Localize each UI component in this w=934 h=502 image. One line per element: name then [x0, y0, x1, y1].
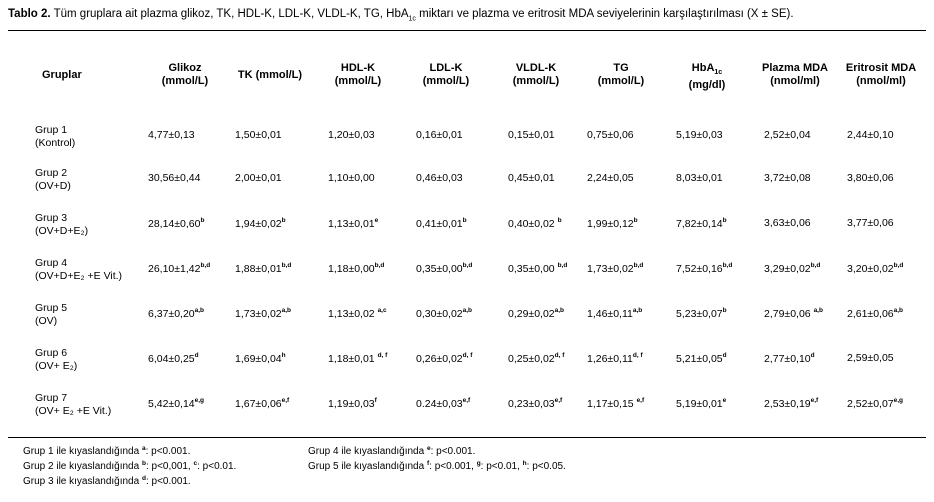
- table-cell: [148, 397, 204, 410]
- cell-value: 1,18±0,00: [328, 263, 375, 275]
- footnote-line: [308, 445, 475, 457]
- header-ldl-unit: (mmol/L): [422, 75, 470, 87]
- cell-value: 2,44±0,10: [847, 129, 894, 141]
- group-name: Grup 4: [35, 257, 68, 269]
- footnote-text: : p<0.001.: [430, 446, 476, 457]
- group-description: (OV+D+E₂ +E Vit.): [35, 270, 123, 282]
- cell-value: 1,69±0,04: [235, 353, 282, 365]
- significance-mark: b,d: [200, 262, 211, 269]
- table-cell: [328, 352, 387, 365]
- significance-mark: h: [281, 352, 286, 359]
- header-plazma-mda-unit: (nmol/ml): [770, 75, 820, 87]
- significance-mark: f: [374, 397, 377, 404]
- cell-value: 6,04±0,25: [148, 353, 195, 365]
- table-cell: [148, 352, 199, 365]
- significance-mark: b: [722, 217, 727, 224]
- table-cell: [328, 217, 378, 230]
- cell-value: 1,46±0,11: [587, 308, 633, 320]
- significance-mark: a,b: [893, 307, 904, 314]
- significance-mark: e,g: [893, 397, 904, 404]
- cell-value: 26,10±1,42: [148, 263, 201, 275]
- table-cell: [416, 307, 472, 320]
- cell-value: 0,35±0,00: [508, 263, 558, 275]
- group-name: Grup 6: [35, 347, 68, 359]
- cell-value: 2,52±0,04: [764, 129, 811, 141]
- significance-mark: b: [281, 217, 286, 224]
- cell-value: 0,40±0,02: [508, 218, 558, 230]
- table-cell: [508, 397, 562, 410]
- cell-value: 0,45±0,01: [508, 172, 555, 184]
- table-cell: [148, 262, 210, 275]
- group-label: [35, 124, 75, 150]
- table-cell: [676, 217, 727, 230]
- significance-mark: b: [462, 217, 467, 224]
- footnote-text: : p<0.001.: [145, 476, 191, 487]
- cell-value: 1,73±0,02: [235, 308, 282, 320]
- significance-mark: b,d: [374, 262, 385, 269]
- table-cell: [587, 217, 638, 230]
- table-cell: [587, 397, 644, 410]
- cell-value: 5,19±0,03: [676, 129, 723, 141]
- group-description: (Kontrol): [35, 137, 76, 149]
- significance-mark: e,f: [554, 397, 563, 404]
- table-cell: [235, 129, 282, 141]
- cell-value: 0,35±0,00: [416, 263, 463, 275]
- cell-value: 1,99±0,12: [587, 218, 634, 230]
- table-cell: [847, 352, 894, 364]
- cell-value: 5,21±0,05: [676, 353, 723, 365]
- significance-mark: e,f: [281, 397, 290, 404]
- significance-mark: b,d: [557, 262, 568, 269]
- header-glikoz-unit: (mmol/L): [161, 75, 209, 87]
- table-cell: [508, 262, 567, 275]
- significance-mark: a,b: [281, 307, 292, 314]
- significance-mark: a,b: [632, 307, 643, 314]
- significance-mark: e,g: [194, 397, 205, 404]
- header-vldl: [496, 62, 576, 88]
- caption-text-post: miktarı ve plazma ve eritrosit MDA seviyelerinin karşılaştırılması (X ± SE).: [415, 8, 794, 20]
- significance-mark: e: [374, 217, 379, 224]
- cell-value: 3,63±0,06: [764, 217, 811, 229]
- table-cell: [676, 307, 727, 320]
- cell-value: 1,94±0,02: [235, 218, 282, 230]
- table-cell: [148, 129, 195, 141]
- group-label: [35, 167, 71, 193]
- footnote-text: Grup 3 ile kıyaslandığında: [23, 476, 142, 487]
- cell-value: 8,03±0,01: [676, 172, 723, 184]
- cell-value: 1,88±0,01: [235, 263, 282, 275]
- significance-mark: a,c: [377, 307, 387, 314]
- table-cell: [847, 129, 894, 141]
- cell-value: 1,10±0,00: [328, 172, 375, 184]
- header-plazma-mda: [752, 62, 838, 88]
- significance-mark: b: [200, 217, 205, 224]
- group-description: (OV+D+E₂): [35, 225, 89, 237]
- group-label: [35, 302, 67, 328]
- cell-value: 0,29±0,02: [508, 308, 555, 320]
- table-cell: [416, 217, 467, 230]
- group-name: Grup 5: [35, 302, 68, 314]
- table-cell: [764, 172, 811, 184]
- footnote-text: : p<0.01.: [197, 461, 237, 472]
- table-cell: [328, 262, 384, 275]
- table-cell: [416, 129, 463, 141]
- header-tg-title: TG: [613, 62, 629, 74]
- cell-value: 28,14±0,60: [148, 218, 201, 230]
- footnote-text: Grup 4 ile kıyaslandığında: [308, 446, 427, 457]
- cell-value: 0,75±0,06: [587, 129, 634, 141]
- footnote-line: [308, 460, 566, 472]
- table-cell: [508, 172, 555, 184]
- footnote-text: : p<0.05.: [526, 461, 566, 472]
- cell-value: 3,29±0,02: [764, 263, 811, 275]
- table-cell: [847, 172, 894, 184]
- footnote-mark: e: [426, 445, 431, 452]
- table-cell: [148, 172, 200, 184]
- table-cell: [847, 307, 903, 320]
- group-name: Grup 2: [35, 167, 68, 179]
- group-label: [35, 212, 88, 238]
- footnote-mark: c: [193, 460, 198, 467]
- footnote-mark: a: [141, 445, 146, 452]
- header-hba1c-unit: (mg/dl): [688, 79, 726, 92]
- group-label: [35, 257, 122, 283]
- header-hba1c-main: HbA: [691, 62, 715, 74]
- significance-mark: a,b: [554, 307, 565, 314]
- footnote-mark: h: [522, 460, 527, 467]
- table-cell: [764, 217, 811, 229]
- header-eritrosit-mda: [836, 62, 926, 88]
- table-bottom-rule: [8, 437, 926, 438]
- table-cell: [416, 262, 472, 275]
- cell-value: 0,26±0,02: [416, 353, 463, 365]
- footnote-line: [23, 445, 190, 457]
- table-cell: [148, 217, 204, 230]
- cell-value: 7,82±0,14: [676, 218, 723, 230]
- cell-value: 2,24±0,05: [587, 172, 634, 184]
- significance-mark: b: [722, 307, 727, 314]
- table-cell: [847, 262, 903, 275]
- cell-value: 1,13±0,02: [328, 308, 378, 320]
- group-description: (OV): [35, 315, 58, 327]
- cell-value: 6,37±0,20: [148, 308, 195, 320]
- group-label: [35, 347, 77, 373]
- cell-value: 2,52±0,07: [847, 398, 894, 410]
- header-glikoz-title: Glikoz: [168, 62, 202, 74]
- header-eritrosit-mda-unit: (nmol/ml): [856, 75, 906, 87]
- table-cell: [676, 352, 727, 365]
- cell-value: 1,13±0,01: [328, 218, 375, 230]
- table-cell: [587, 172, 634, 184]
- significance-mark: b,d: [893, 262, 904, 269]
- footnote-line: [23, 475, 191, 487]
- caption-text-sub: 1c: [408, 15, 416, 23]
- table-cell: [587, 352, 643, 365]
- cell-value: 0.24±0,03: [416, 398, 463, 410]
- table-cell: [847, 397, 903, 410]
- table-top-rule: [8, 30, 926, 31]
- footnote-text: : p<0.001.: [145, 446, 191, 457]
- significance-mark: b,d: [722, 262, 733, 269]
- footnote-line: [23, 460, 236, 472]
- header-ldl: [406, 62, 486, 88]
- cell-value: 1,50±0,01: [235, 129, 282, 141]
- footnote-text: : p<0,001,: [145, 461, 194, 472]
- cell-value: 2,00±0,01: [235, 172, 282, 184]
- footnote-mark: g: [476, 460, 481, 467]
- cell-value: 5,42±0,14: [148, 398, 195, 410]
- footnote-text: : p<0.01,: [480, 461, 523, 472]
- header-hdl-title: HDL-K: [340, 62, 376, 74]
- cell-value: 1,18±0,01: [328, 353, 378, 365]
- header-hdl-unit: (mmol/L): [334, 75, 382, 87]
- table-cell: [587, 262, 643, 275]
- footnote-mark: b: [141, 460, 146, 467]
- significance-mark: d: [722, 352, 727, 359]
- table-cell: [676, 397, 726, 410]
- group-description: (OV+D): [35, 180, 71, 192]
- table-cell: [416, 352, 472, 365]
- cell-value: 1,19±0,03: [328, 398, 375, 410]
- cell-value: 1,17±0,15: [587, 398, 637, 410]
- cell-value: 1,67±0,06: [235, 398, 282, 410]
- footnote-text: : p<0.001,: [429, 461, 477, 472]
- cell-value: 0,46±0,03: [416, 172, 463, 184]
- table-cell: [328, 397, 377, 410]
- cell-value: 0,41±0,01: [416, 218, 463, 230]
- cell-value: 3,77±0,06: [847, 217, 894, 229]
- cell-value: 4,77±0,13: [148, 129, 195, 141]
- significance-mark: b,d: [810, 262, 821, 269]
- significance-mark: a,b: [813, 307, 823, 314]
- table-cell: [328, 307, 387, 320]
- significance-mark: d: [810, 352, 815, 359]
- group-description: (OV+ E₂ +E Vit.): [35, 405, 112, 417]
- significance-mark: d, f: [632, 352, 643, 359]
- cell-value: 0,16±0,01: [416, 129, 463, 141]
- cell-value: 2,61±0,06: [847, 308, 894, 320]
- table-cell: [508, 352, 564, 365]
- header-plazma-mda-title: Plazma MDA: [761, 62, 829, 74]
- group-label: [35, 392, 111, 418]
- cell-value: 1,20±0,03: [328, 129, 375, 141]
- table-cell: [416, 397, 470, 410]
- cell-value: 2,59±0,05: [847, 352, 894, 364]
- cell-value: 2,79±0,06: [764, 308, 814, 320]
- header-hdl: [318, 62, 398, 88]
- cell-value: 0,25±0,02: [508, 353, 555, 365]
- caption-text-pre: Tüm gruplara ait plazma glikoz, TK, HDL-K, LDL-K, VLDL-K, TG, HbA: [50, 8, 409, 20]
- significance-mark: e: [722, 397, 727, 404]
- group-name: Grup 3: [35, 212, 68, 224]
- table-cell: [416, 172, 463, 184]
- header-glikoz: [145, 62, 225, 88]
- cell-value: 5,23±0,07: [676, 308, 723, 320]
- header-ldl-title: LDL-K: [429, 62, 463, 74]
- significance-mark: a,b: [194, 307, 205, 314]
- significance-mark: b,d: [462, 262, 473, 269]
- table-cell: [676, 172, 723, 184]
- cell-value: 0,23±0,03: [508, 398, 555, 410]
- table-cell: [508, 129, 555, 141]
- cell-value: 2,77±0,10: [764, 353, 811, 365]
- table-cell: [587, 129, 634, 141]
- table-cell: [508, 217, 562, 230]
- table-cell: [764, 352, 815, 365]
- cell-value: 7,52±0,16: [676, 263, 723, 275]
- significance-mark: e,f: [462, 397, 471, 404]
- table-cell: [328, 129, 375, 141]
- header-tk: TK (mmol/L): [237, 69, 303, 81]
- header-tg: [581, 62, 661, 88]
- header-tg-unit: (mmol/L): [597, 75, 645, 87]
- cell-value: 1,73±0,02: [587, 263, 634, 275]
- table-cell: [328, 172, 375, 184]
- significance-mark: a,b: [462, 307, 473, 314]
- group-name: Grup 7: [35, 392, 68, 404]
- header-vldl-unit: (mmol/L): [512, 75, 560, 87]
- table-cell: [508, 307, 564, 320]
- table-cell: [235, 217, 286, 230]
- cell-value: 1,26±0,11: [587, 353, 633, 365]
- footnote-mark: f: [426, 460, 430, 467]
- significance-mark: e,f: [636, 397, 645, 404]
- header-gruplar: Gruplar: [42, 69, 82, 81]
- cell-value: 3,20±0,02: [847, 263, 894, 275]
- footnote-mark: d: [141, 475, 146, 482]
- header-vldl-title: VLDL-K: [515, 62, 557, 74]
- table-cell: [764, 262, 820, 275]
- header-eritrosit-mda-title: Eritrosit MDA: [845, 62, 917, 74]
- cell-value: 3,72±0,08: [764, 172, 811, 184]
- significance-mark: d: [194, 352, 199, 359]
- header-hba1c-title: [667, 62, 747, 79]
- significance-mark: b: [557, 217, 562, 224]
- table-cell: [235, 307, 291, 320]
- significance-mark: d, f: [462, 352, 473, 359]
- significance-mark: b: [633, 217, 638, 224]
- table-cell: [235, 352, 286, 365]
- cell-value: 0,30±0,02: [416, 308, 463, 320]
- footnote-text: Grup 5 ile kıyaslandığında: [308, 461, 427, 472]
- significance-mark: b,d: [281, 262, 292, 269]
- header-hba1c-sub: 1c: [714, 69, 723, 77]
- caption-label: Tablo 2.: [8, 8, 51, 20]
- table-cell: [764, 307, 823, 320]
- significance-mark: e,f: [810, 397, 819, 404]
- table-cell: [676, 129, 723, 141]
- significance-mark: d, f: [554, 352, 565, 359]
- table-cell: [587, 307, 642, 320]
- table-cell: [764, 397, 818, 410]
- cell-value: 0,15±0,01: [508, 129, 555, 141]
- significance-mark: d, f: [377, 352, 388, 359]
- footnote-text: Grup 2 ile kıyaslandığında: [23, 461, 142, 472]
- table-cell: [235, 262, 291, 275]
- cell-value: 2,53±0,19: [764, 398, 811, 410]
- table-cell: [676, 262, 732, 275]
- group-description: (OV+ E₂): [35, 360, 78, 372]
- cell-value: 3,80±0,06: [847, 172, 894, 184]
- header-hba1c: [667, 62, 747, 92]
- table-caption: [8, 8, 794, 22]
- cell-value: 30,56±0,44: [148, 172, 201, 184]
- table-cell: [847, 217, 894, 229]
- cell-value: 5,19±0,01: [676, 398, 723, 410]
- table-cell: [235, 172, 282, 184]
- group-name: Grup 1: [35, 124, 68, 136]
- table-cell: [148, 307, 204, 320]
- footnote-text: Grup 1 ile kıyaslandığında: [23, 446, 142, 457]
- table-cell: [235, 397, 289, 410]
- table-cell: [764, 129, 811, 141]
- significance-mark: b,d: [633, 262, 644, 269]
